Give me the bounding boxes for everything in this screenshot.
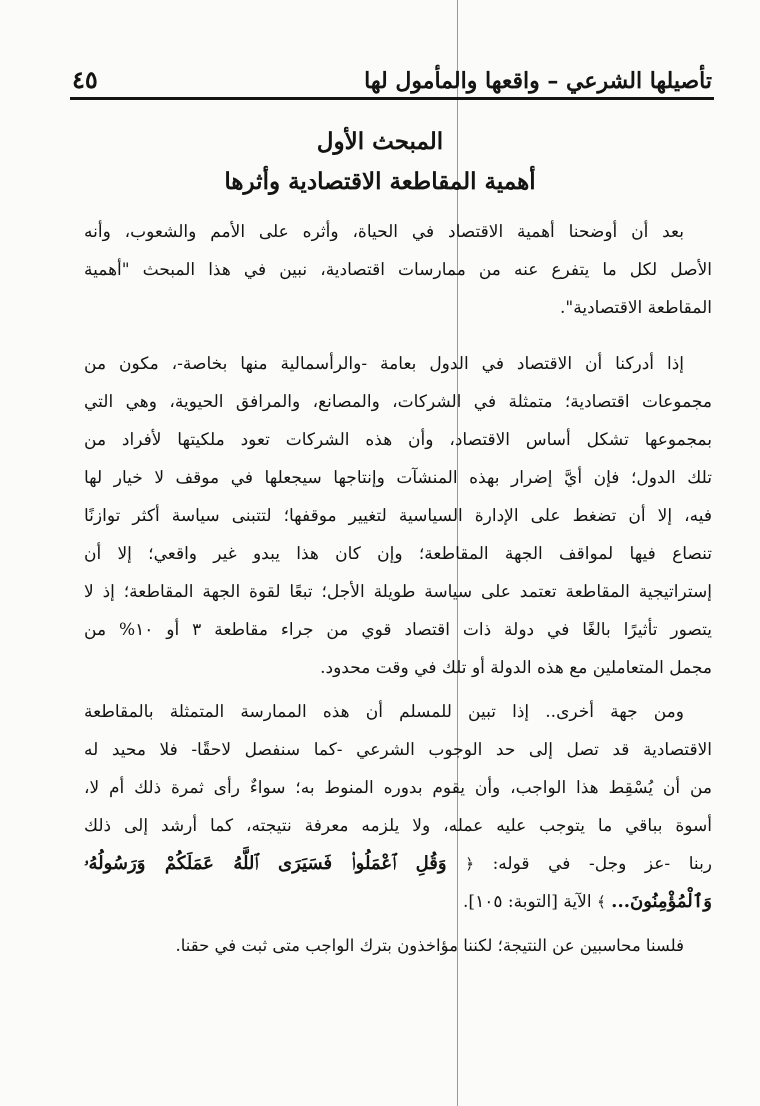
text-line: أسوة بباقي ما يتوجب عليه عمله، ولا يلزمه معرفة نتيجته، كما أرشد إلى ذلك [84,816,712,836]
text-line: مجمل المتعاملين مع هذه الدولة أو تلك في وقت محدود. [320,658,712,678]
text-line: المقاطعة الاقتصادية". [560,298,712,318]
text-line: مجموعات اقتصادية؛ متمثلة في الشركات، والمصانع، والمرافق الحيوية، وهي التي [84,392,712,412]
ornate-brace-close: ﴾ [596,893,606,911]
text-line: تلك الدول؛ فإن أيَّ إضرار بهذه المنشآت وإنتاجها سيجعلها في موقف لا خيار لها [84,468,712,488]
body-text [84,213,712,965]
verse-reference: الآية [التوبة: ١٠٥]. [463,892,592,912]
text-line: بمجموعها تشكل أساس الاقتصاد، وأن هذه الشركات تعود ملكيتها لأفراد من [84,430,712,450]
text-line: إذا أدركنا أن الاقتصاد في الدول بعامة -والرأسمالية منها بخاصة-، مكون من [84,354,684,374]
paragraph-4 [84,927,712,965]
quran-quote-line [84,845,712,883]
section-subtitle: أهمية المقاطعة الاقتصادية وأثرها [224,168,536,195]
text-line: إستراتيجية المقاطعة تعتمد على سياسة طويلة الأجل؛ تبعًا لقوة الجهة المقاطعة؛ إذ لا [84,582,712,602]
quran-verse-end: وَٱلْمُؤْمِنُونَ... [611,891,712,912]
page-header [72,64,712,94]
paragraph-2 [84,345,712,687]
quran-quote-line-end [84,883,712,921]
text-line: تنصاع فيها لمواقف الجهة المقاطعة؛ وإن كان هذا يبدو غير واقعي؛ إلا أن [84,544,712,564]
page-number: ٤٥ [72,65,98,94]
text-line: فلسنا محاسبين عن النتيجة؛ لكننا مؤاخذون بترك الواجب متى ثبت في حقنا. [175,936,684,955]
quote-lead: ربنا -عز وجل- في قوله: [492,854,713,874]
paragraph-1 [84,213,712,327]
text-line: فيه، إلا أن تضغط على الإدارة السياسية لتغيير موقفها؛ لتتبنى سياسة أكثر توازنًا [84,506,712,526]
text-line: الاقتصادية قد تصل إلى حد الوجوب الشرعي -كما سنفصل لاحقًا- فلا محيد له [84,740,712,760]
ornate-brace-open: ﴿ [465,855,474,873]
running-title: تأصيلها الشرعي – واقعها والمأمول لها [364,68,712,94]
section-title: المبحث الأول [316,128,444,155]
text-line: يتصور تأثيرًا بالغًا في دولة ذات اقتصاد قوي من جراء مقاطعة ٣ أو ١٠% من [84,620,713,640]
header-rule [70,97,714,100]
quran-verse: وَقُلِ ٱعْمَلُوا۟ فَسَيَرَى ٱللَّهُ عَمَلَكُمْ وَرَسُولُهُۥ [84,853,447,874]
text-line: الأصل لكل ما يتفرع عنه من ممارسات اقتصادية، نبين في هذا المبحث "أهمية [84,260,712,280]
text-line: ومن جهة أخرى.. إذا تبين للمسلم أن هذه الممارسة المتمثلة بالمقاطعة [84,702,684,722]
text-line: بعد أن أوضحنا أهمية الاقتصاد في الحياة، وأثره على الأمم والشعوب، وأنه [84,222,684,242]
text-line: من أن يُسْقِط هذا الواجب، وأن يقوم بدوره المنوط به؛ سواءٌ رأى ثمرة ذلك أم لا، [84,778,712,798]
paragraph-3 [84,693,712,921]
